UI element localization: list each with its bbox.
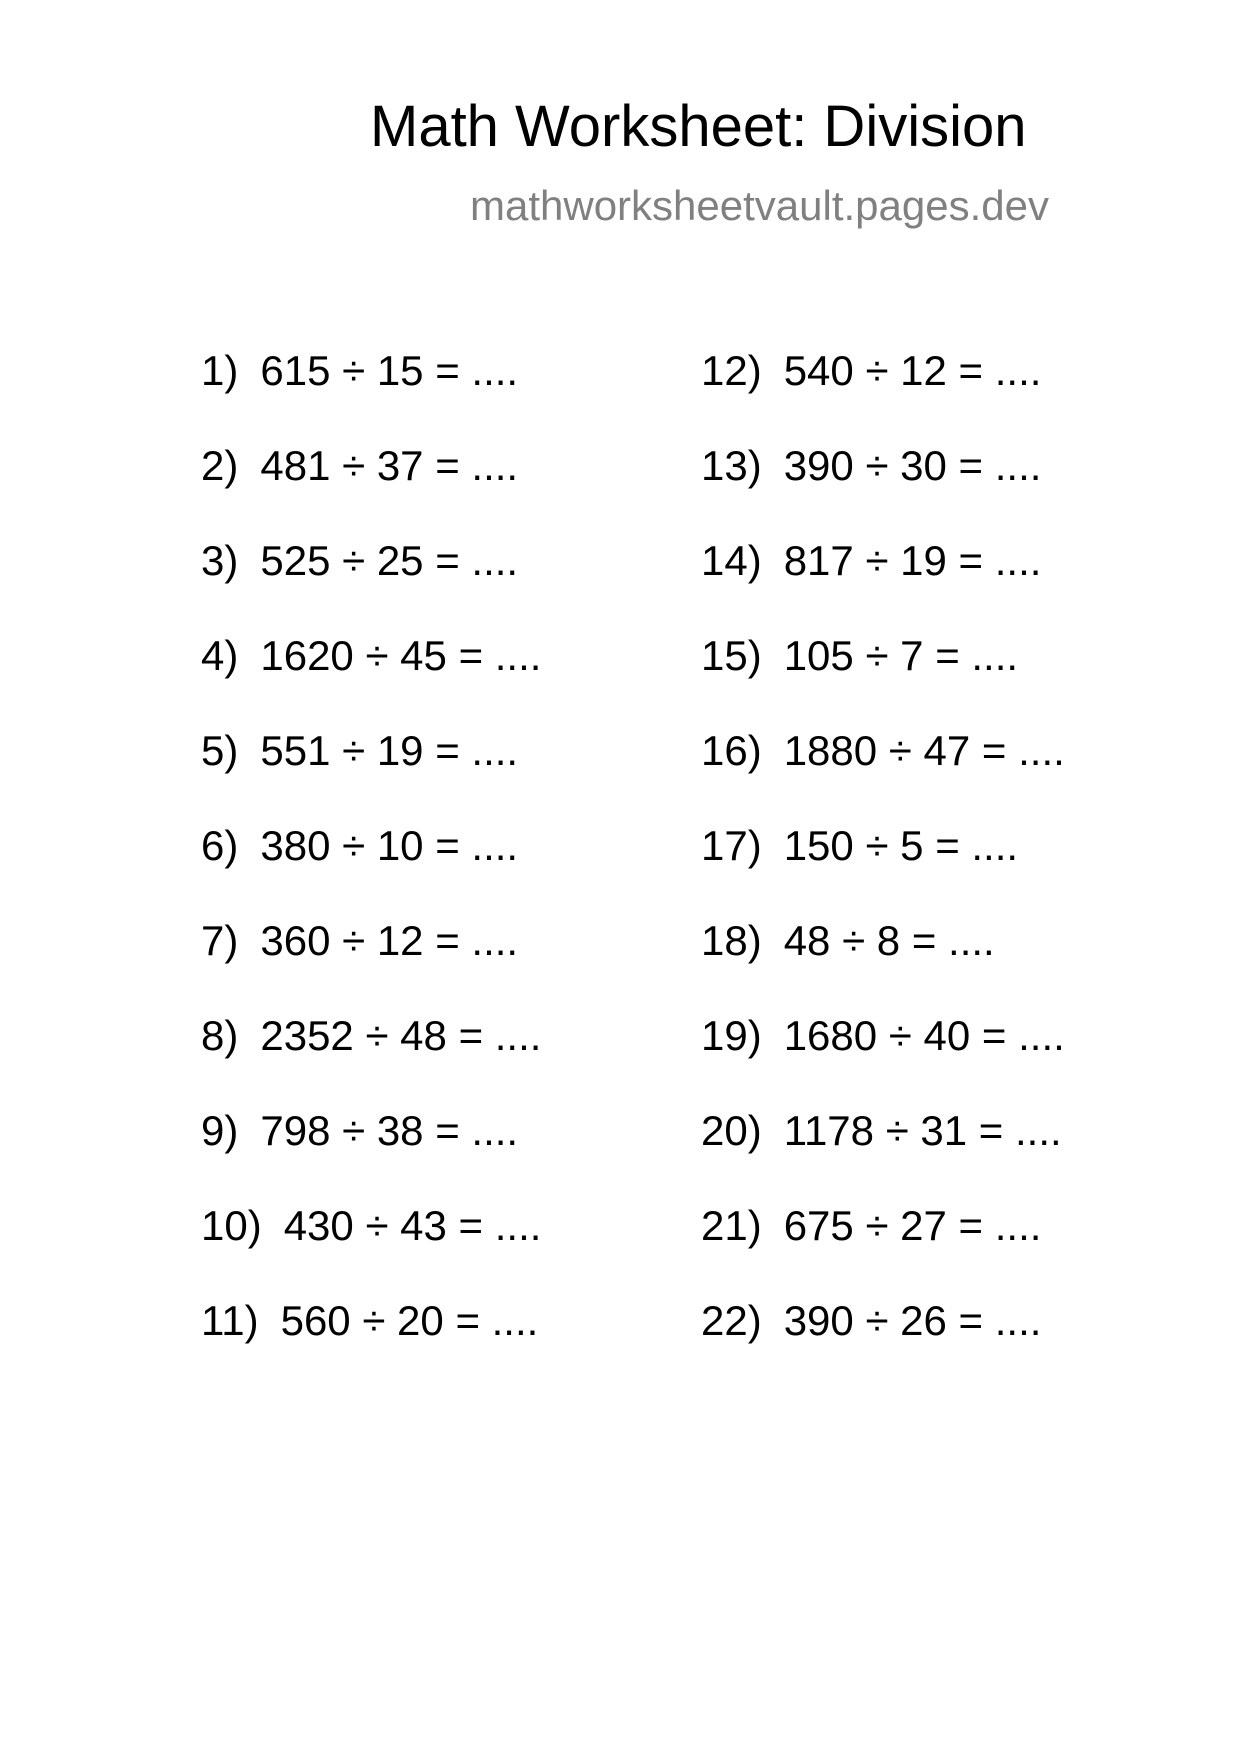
problem-item	[701, 1107, 1065, 1205]
problem-expression: 1880 ÷ 47 = ....	[783, 727, 1065, 774]
problem-number: 2)	[201, 442, 239, 489]
problem-item	[201, 822, 541, 920]
problem-expression: 525 ÷ 25 = ....	[260, 537, 519, 584]
problem-item	[701, 917, 1065, 1015]
problem-number: 14)	[701, 537, 762, 584]
problem-item	[201, 1107, 541, 1205]
problem-item	[701, 537, 1065, 635]
problem-expression: 798 ÷ 38 = ....	[260, 1107, 519, 1154]
problems-column-left	[201, 347, 542, 1395]
problem-number: 16)	[701, 727, 762, 774]
problem-expression: 675 ÷ 27 = ....	[783, 1202, 1042, 1249]
problem-number: 1)	[201, 347, 239, 394]
problem-item	[701, 822, 1065, 920]
problem-expression: 615 ÷ 15 = ....	[260, 347, 519, 394]
problem-expression: 540 ÷ 12 = ....	[783, 347, 1042, 394]
problem-expression: 390 ÷ 26 = ....	[783, 1297, 1042, 1344]
problem-item	[701, 442, 1065, 540]
problem-expression: 105 ÷ 7 = ....	[783, 632, 1019, 679]
problem-number: 13)	[701, 442, 762, 489]
problems-column-right	[701, 347, 1065, 1395]
problem-number: 5)	[201, 727, 239, 774]
problem-expression: 380 ÷ 10 = ....	[260, 822, 519, 869]
problem-number: 10)	[201, 1202, 262, 1249]
page-title: Math Worksheet: Division	[370, 94, 1027, 159]
problem-expression: 360 ÷ 12 = ....	[260, 917, 519, 964]
problem-item	[201, 537, 541, 635]
problem-item	[701, 1012, 1065, 1110]
page-subtitle: mathworksheetvault.pages.dev	[470, 182, 1049, 229]
problem-expression: 1680 ÷ 40 = ....	[783, 1012, 1065, 1059]
problem-number: 6)	[201, 822, 239, 869]
problem-number: 4)	[201, 632, 239, 679]
problem-expression: 481 ÷ 37 = ....	[260, 442, 519, 489]
problem-item	[201, 727, 541, 825]
problem-number: 21)	[701, 1202, 762, 1249]
problem-number: 18)	[701, 917, 762, 964]
problem-number: 15)	[701, 632, 762, 679]
problem-number: 9)	[201, 1107, 239, 1154]
problem-number: 17)	[701, 822, 762, 869]
problem-expression: 390 ÷ 30 = ....	[783, 442, 1042, 489]
problem-number: 20)	[701, 1107, 762, 1154]
problem-expression: 150 ÷ 5 = ....	[783, 822, 1019, 869]
problem-number: 3)	[201, 537, 239, 584]
problem-expression: 1620 ÷ 45 = ....	[260, 632, 542, 679]
problem-item	[201, 1202, 542, 1300]
problem-expression: 817 ÷ 19 = ....	[783, 537, 1042, 584]
problem-expression: 560 ÷ 20 = ....	[280, 1297, 539, 1344]
problem-item	[701, 727, 1065, 825]
problem-item	[701, 632, 1065, 730]
problem-expression: 430 ÷ 43 = ....	[283, 1202, 542, 1249]
problem-number: 11)	[201, 1297, 259, 1344]
problem-number: 8)	[201, 1012, 239, 1059]
problem-item	[701, 1297, 1065, 1395]
problem-expression: 48 ÷ 8 = ....	[783, 917, 995, 964]
problem-item	[201, 347, 541, 445]
problem-item	[701, 347, 1065, 445]
problem-number: 19)	[701, 1012, 762, 1059]
problem-number: 22)	[701, 1297, 762, 1344]
problem-expression: 1178 ÷ 31 = ....	[783, 1107, 1062, 1154]
problem-number: 12)	[701, 347, 762, 394]
problem-number: 7)	[201, 917, 239, 964]
problem-item	[201, 1012, 542, 1110]
problem-expression: 551 ÷ 19 = ....	[260, 727, 519, 774]
problem-item	[201, 1297, 541, 1395]
problem-item	[701, 1202, 1065, 1300]
problem-expression: 2352 ÷ 48 = ....	[260, 1012, 542, 1059]
problem-item	[201, 442, 541, 540]
problem-item	[201, 632, 542, 730]
problem-item	[201, 917, 541, 1015]
